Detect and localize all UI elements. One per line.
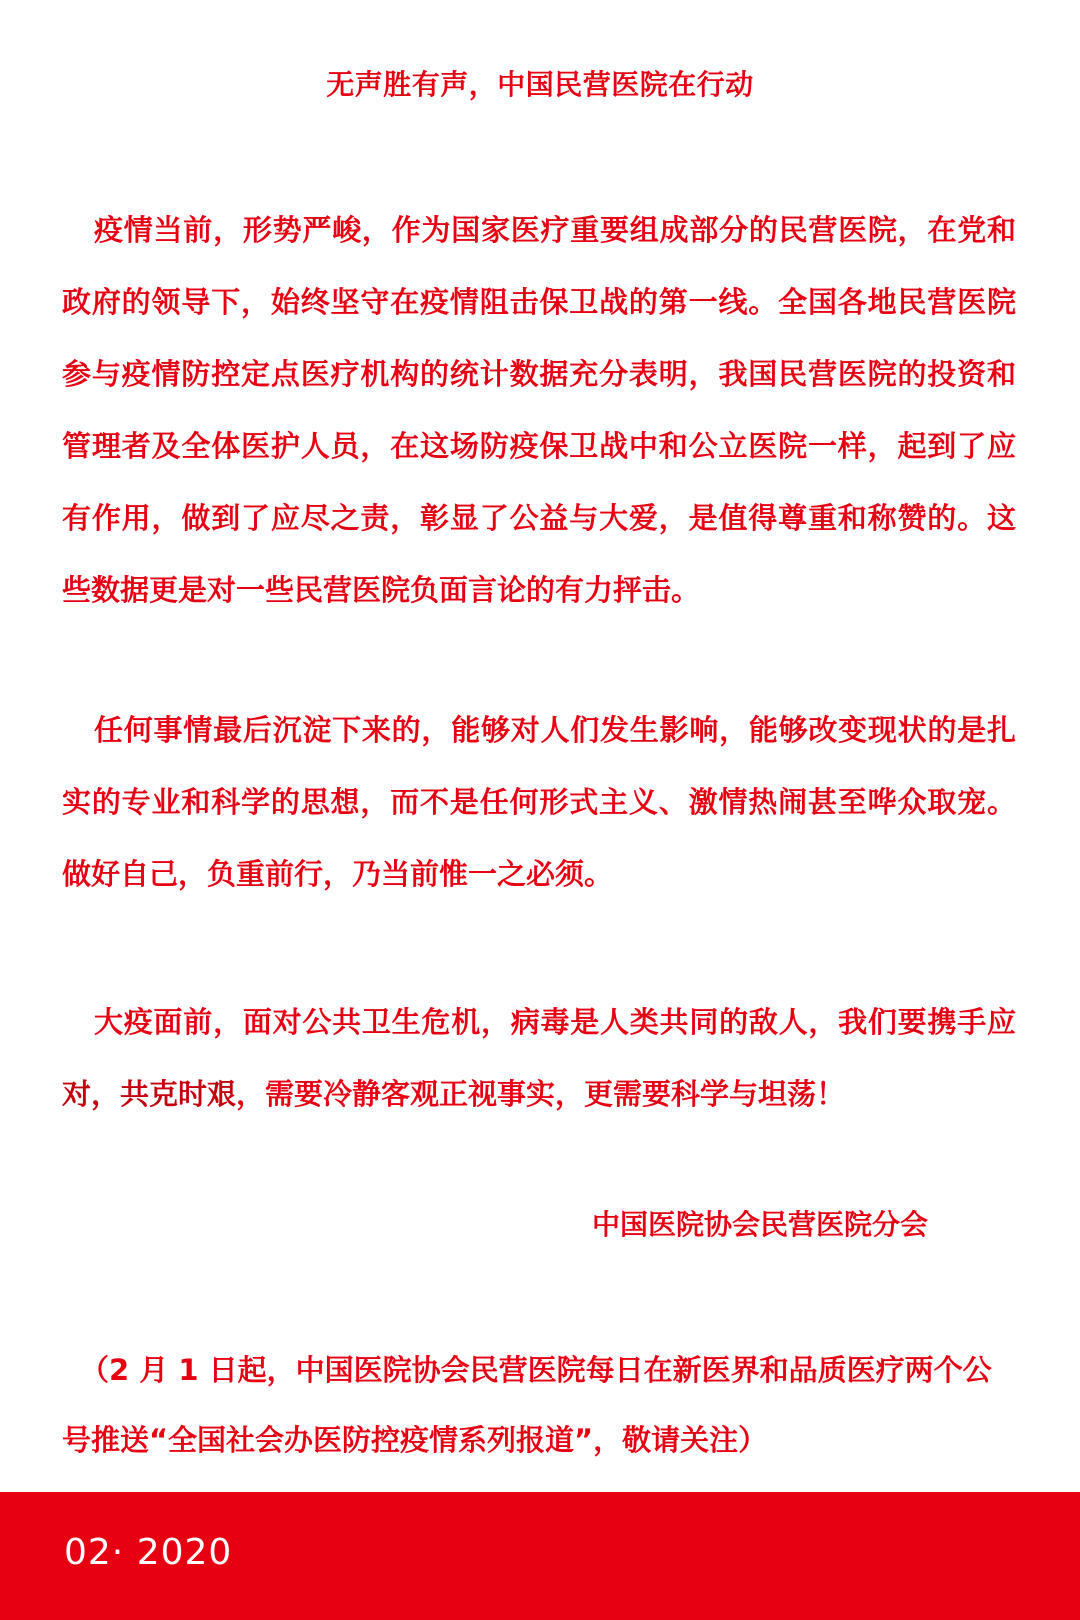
paragraph-professional-science: 任何事情最后沉淀下来的，能够对人们发生影响，能够改变现状的是扎实的专业和科学的思想，而不是任何形式主义、激情热闹甚至哗众取宠。做好自己，负重前行，乃当前惟一之必须。 (62, 713, 1016, 891)
paragraph-3-text-part-2: ，需要冷静客观正视事实，更需要科学与坦荡！ (236, 1077, 846, 1111)
paragraph-epidemic-situation: 疫情当前，形势严峻，作为国家医疗重要组成部分的民营医院，在党和政府的领导下，始终坚守在疫情阻击保卫战的第一线。全国各地民营医院参与疫情防控定点医疗机构的统计数据充分表明，我国民营医院的投资和管理者及全体医护人员，在这场防疫保卫战中和公立医院一样，起到了应有作用，做到了应尽之责，彰显了公益与大爱，是值得尊重和称赞的。这些数据更是对一些民营医院负面言论的有力抨击。 (62, 213, 1016, 607)
footer-date: 02· 2020 (64, 1532, 233, 1573)
signature: 中国医院协会民营医院分会 (592, 1208, 929, 1241)
footer-band (0, 1492, 1080, 1620)
series-report-note: （2 月 1 日起，中国医院协会民营医院每日在新医界和品质医疗两个公号推送“全国社会办医防控疫情系列报道”，敬请关注） (62, 1353, 992, 1457)
article-title: 无声胜有声，中国民营医院在行动 (326, 68, 754, 101)
paragraph-3-emphasis: 对，共克时艰 (62, 1077, 237, 1111)
paragraph-3-text-part-1: 大疫面前，面对公共卫生危机，病毒是人类共同的敌人，我们要携手应 (94, 1005, 1016, 1039)
paragraph-public-health-crisis (62, 986, 1016, 1130)
